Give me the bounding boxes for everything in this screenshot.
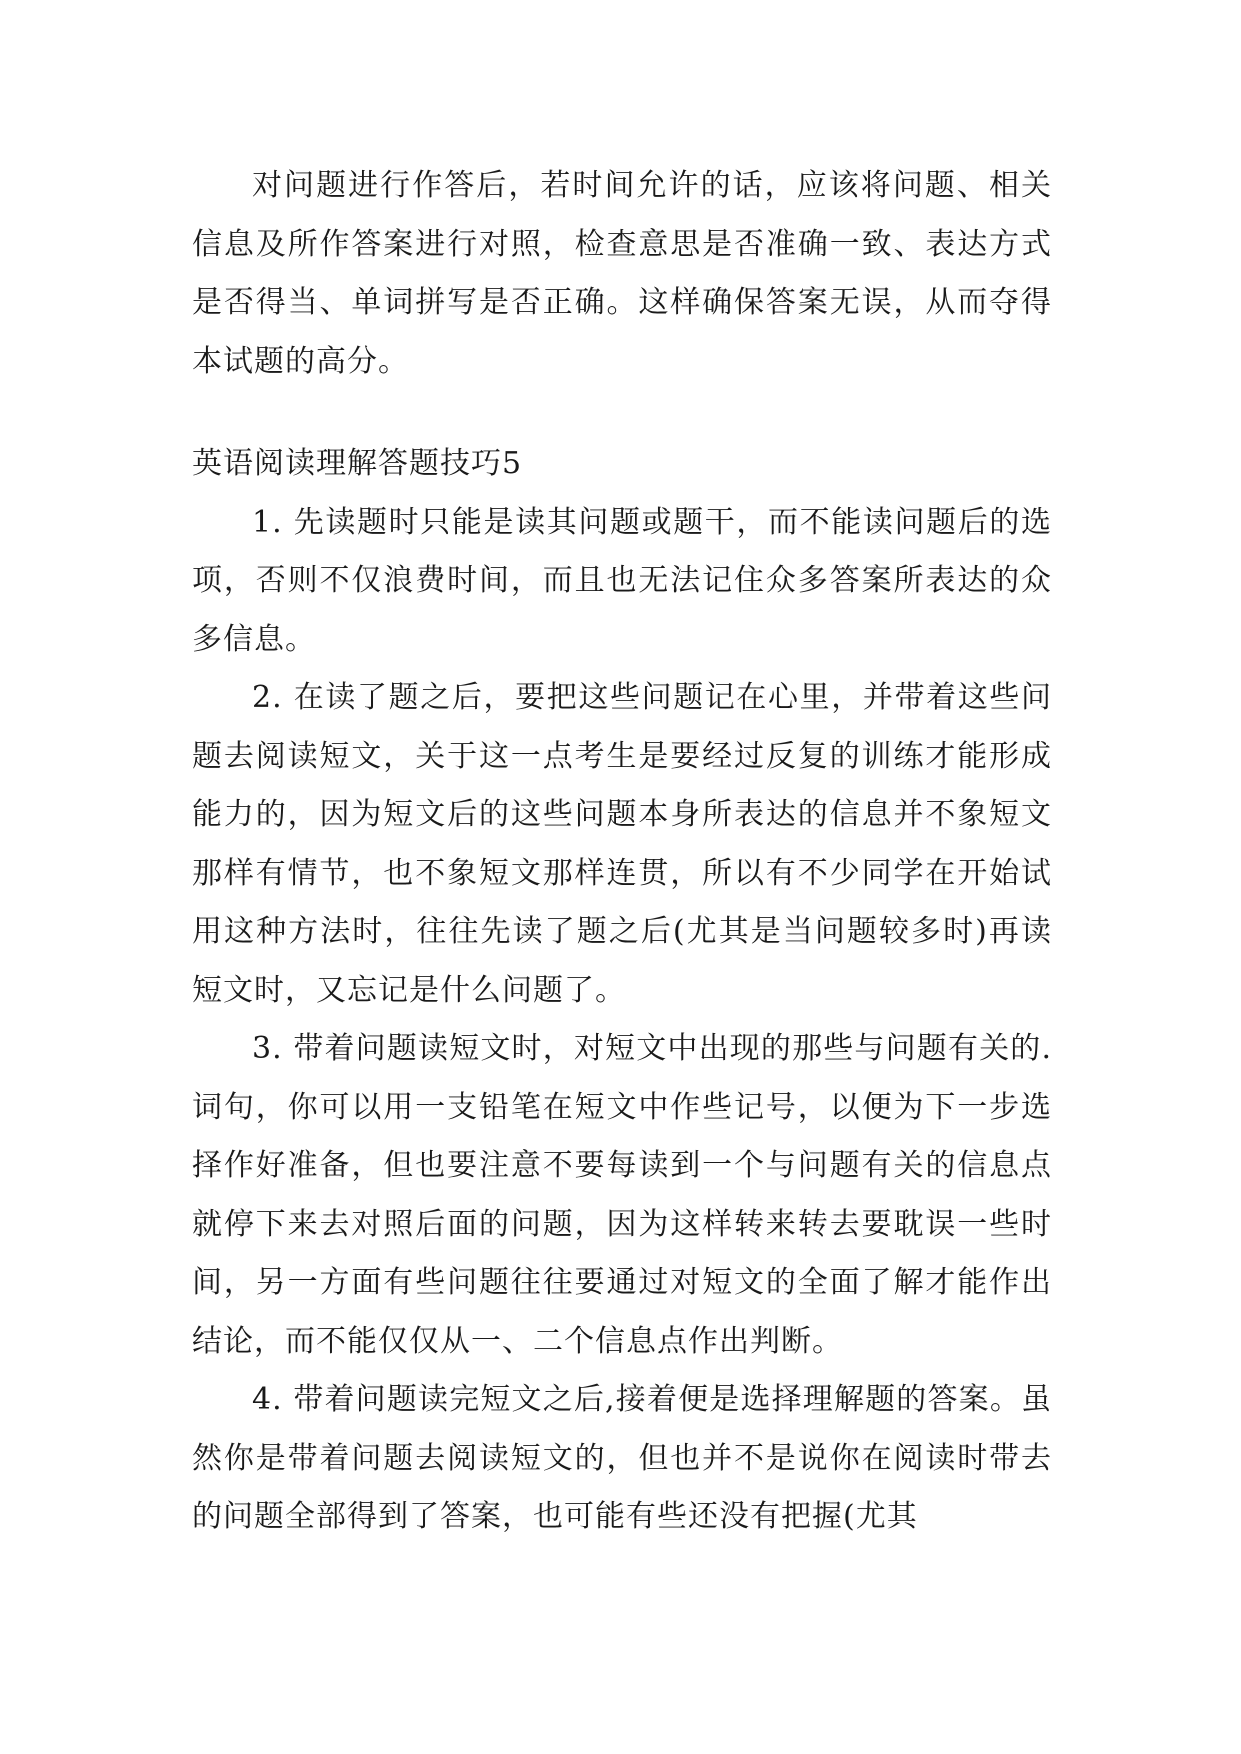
list-item: 4. 带着问题读完短文之后,接着便是选择理解题的答案。虽然你是带着问题去阅读短文的，但也并不是说你在阅读时带去的问题全部得到了答案，也可能有些还没有把握(尤其 [192, 1382, 1052, 1534]
list-item: 2. 在读了题之后，要把这些问题记在心里，并带着这些问题去阅读短文，关于这一点考生是要经过反复的训练才能形成能力的，因为短文后的这些问题本身所表达的信息并不象短文那样有情节，也不象短文那样连贯，所以有不少同学在开始试用这种方法时，往往先读了题之后(尤其是当问题较多时)再读短文时，又忘记是什么问题了。 [192, 680, 1052, 1008]
section-heading: 英语阅读理解答题技巧5 [192, 446, 523, 481]
section-spacer [192, 391, 1052, 435]
list-item: 1. 先读题时只能是读其问题或题干，而不能读问题后的选项，否则不仅浪费时间，而且也无法记住众多答案所表达的众多信息。 [192, 504, 1052, 657]
list-item: 3. 带着问题读短文时，对短文中出现的那些与问题有关的. 词句，你可以用一支铅笔在短文中作些记号，以便为下一步选择作好准备，但也要注意不要每读到一个与问题有关的信息点就停下来去对照后面的问题，因为这样转来转去要耽误一些时间，另一方面有些问题往往要通过对短文的全面了解才能作出结论，而不能仅仅从一、二个信息点作出判断。 [192, 1031, 1052, 1359]
intro-paragraph: 对问题进行作答后，若时间允许的话，应该将问题、相关信息及所作答案进行对照，检查意思是否准确一致、表达方式是否得当、单词拼写是否正确。这样确保答案无误，从而夺得本试题的高分。 [192, 168, 1052, 379]
document-page [192, 157, 1052, 1547]
